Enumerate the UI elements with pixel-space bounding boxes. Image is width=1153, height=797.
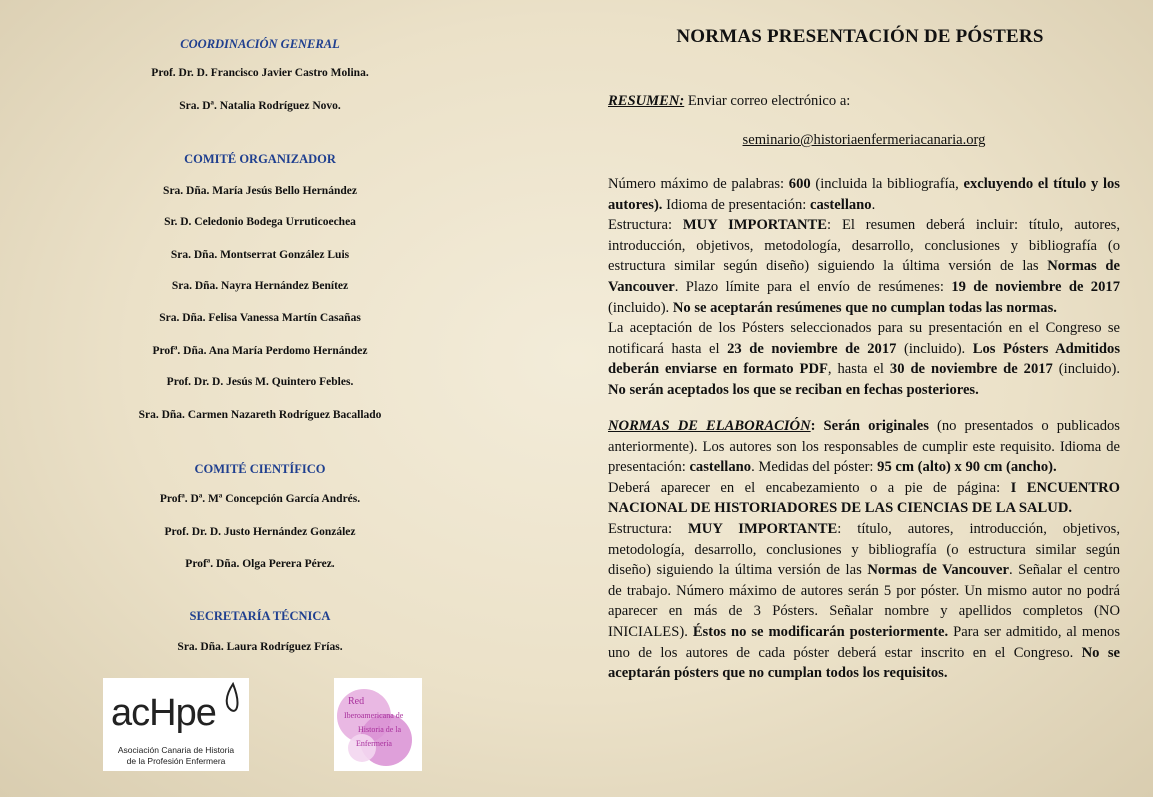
- achpe-logo: [103, 678, 249, 771]
- person-name: Sr. D. Celedonio Bodega Urruticoechea: [164, 216, 356, 228]
- text-line: metodología, desarrollo, conclusiones y bibliografía (o estructura similar según: [608, 541, 1120, 558]
- person-name: Profª. Dª. Mª Concepción García Andrés.: [159, 493, 361, 505]
- text-run: : título, autores, introducción, objetivos,: [837, 520, 1120, 537]
- text-line: anteriormente). Los autores son los responsables de cumplir este requisito. Idioma de: [608, 438, 1120, 455]
- text-run: Normas de: [1047, 258, 1120, 275]
- text-run: (incluido).: [608, 299, 673, 316]
- text-run: Número máximo de palabras:: [608, 176, 789, 192]
- person-name: Sra. Dña. Felisa Vanessa Martín Casañas: [159, 312, 361, 324]
- text-run: 19 de noviembre de 2017: [951, 278, 1120, 295]
- contact-email-link[interactable]: seminario@historiaenfermeriacanaria.org: [742, 132, 986, 148]
- text-run: castellano: [689, 459, 752, 476]
- text-run: diseño) siguiendo la última versión de las: [608, 562, 868, 579]
- resumen-intro: Enviar correo electrónico a:: [684, 93, 851, 109]
- text-line: introducción, objetivos, metodología, desarrollo, conclusiones y bibliografía (o: [608, 237, 1120, 254]
- text-run: originales: [868, 418, 929, 434]
- text-run: (incluido).: [896, 340, 973, 357]
- section-title-cientifico: COMITÉ CIENTÍFICO: [194, 462, 326, 476]
- text-run: , hasta el: [827, 361, 890, 378]
- text-run: (incluida la bibliografía,: [810, 176, 964, 192]
- text-run: Vancouver: [608, 278, 675, 295]
- text-run: 95 cm (alto) x 90 cm (ancho).: [877, 459, 1057, 476]
- person-name: Profª. Dña. Olga Perera Pérez.: [185, 558, 335, 570]
- text-run: MUY IMPORTANTE: [688, 520, 838, 537]
- person-name: Sra. Dña. Nayra Hernández Benítez: [171, 280, 349, 292]
- text-run: . Plazo límite para el envío de resúmenes:: [674, 278, 952, 295]
- text-run: autores).: [608, 196, 663, 213]
- red-logo-line1: Red: [348, 696, 365, 707]
- section-title-coordinacion: COORDINACIÓN GENERAL: [180, 37, 340, 51]
- text-run: 30 de noviembre de 2017: [889, 361, 1053, 378]
- text-line: aparecer en más de 3 Pósters. Señalar nombre y apellidos completos (NO: [608, 603, 1120, 620]
- text-run: notificará hasta el: [608, 340, 728, 357]
- normas-elaboracion-paragraph: [608, 416, 1120, 684]
- drop-icon: [221, 682, 243, 726]
- text-run: . Señalar el centro: [1008, 562, 1120, 579]
- red-logo-line2: Iberoamericana de: [344, 711, 404, 720]
- achpe-logo-name: acHpe: [111, 692, 216, 734]
- text-run: uno de los autores de cada póster deberá estar inscrito en el Congreso.: [608, 644, 1082, 661]
- text-run: No se: [1081, 644, 1120, 661]
- text-run: : Serán: [810, 418, 869, 434]
- text-run: aceptarán pósters que no cumplan todos los requisitos.: [608, 665, 948, 682]
- section-title-organizador: COMITÉ ORGANIZADOR: [184, 152, 336, 166]
- person-name: Sra. Dª. Natalia Rodríguez Novo.: [179, 100, 341, 112]
- text-run: Estructura:: [608, 520, 688, 537]
- red-iberoamericana-logo: [334, 678, 422, 771]
- text-run: No serán aceptados los que se reciban en fechas posteriores.: [608, 381, 979, 398]
- red-logo-line4: Enfermería: [356, 739, 392, 748]
- text-run: Deberá aparecer en el encabezamiento o a pie de página:: [608, 479, 1011, 496]
- achpe-logo-line1: Asociación Canaria de Historia: [117, 745, 235, 755]
- text-run: Para ser admitido, al menos: [948, 623, 1121, 640]
- text-run: 600: [788, 176, 811, 192]
- text-line: La aceptación de los Pósters seleccionados para su presentación en el Congreso se: [608, 320, 1120, 337]
- normas-elaboracion-heading: NORMAS DE ELABORACIÓN: [608, 418, 811, 434]
- text-run: 23 de noviembre de 2017: [727, 340, 897, 357]
- page-title: NORMAS PRESENTACIÓN DE PÓSTERS: [676, 26, 1044, 47]
- person-name: Sra. Dña. Laura Rodríguez Frías.: [177, 641, 343, 653]
- text-run: (no presentados o publicados: [928, 418, 1120, 434]
- text-run: I ENCUENTRO: [1010, 479, 1120, 496]
- text-run: NACIONAL DE HISTORIADORES DE LAS CIENCIAS DE LA SALUD.: [608, 500, 1073, 517]
- text-run: Éstos no se modificarán posteriormente.: [692, 623, 949, 640]
- text-run: presentación:: [608, 459, 690, 476]
- person-name: Sra. Dña. Carmen Nazareth Rodríguez Bacallado: [138, 409, 382, 421]
- text-run: castellano: [809, 196, 872, 213]
- text-run: Idioma de presentación:: [662, 196, 810, 213]
- text-run: estructura similar según diseño) siguiendo la última versión de las: [608, 258, 1048, 275]
- text-run: (incluido).: [1052, 361, 1120, 378]
- resumen-paragraph: Número máximo de palabras: 600 (incluida la bibliografía, excluyendo el título y los autores). Idioma de presentación: castellano. Estructura: MUY IMPORTANTE: El resumen deberá incluir: título, autores, introducción, objetivos, metodología, desarrollo, conclusiones y bibliografía (o estructura similar según diseño) siguiendo la última versión de las Normas de Vancouver. Plazo límite para el envío de resúmenes: 19 de noviembre de 2017 (incluido). No se aceptarán resúmenes que no cumplan todas las normas. La aceptación de los Pósters seleccionados para su presentación en el Congreso se notificará hasta el 23 de noviembre de 2017 (incluido). Los Pósters Admitidos deberán enviarse en formato PDF, hasta el 30 de noviembre de 2017 (incluido). No serán aceptados los que se reciban en fechas posteriores.: [608, 176, 1121, 398]
- text-run: Normas de Vancouver: [867, 562, 1009, 579]
- text-run: Estructura:: [608, 217, 683, 234]
- text-run: INICIALES).: [608, 623, 693, 640]
- text-run: Los Pósters Admitidos: [972, 340, 1121, 357]
- red-logo-line3: Historia de la: [358, 725, 402, 734]
- resumen-heading-line: [608, 91, 1120, 112]
- person-name: Prof. Dr. D. Justo Hernández González: [164, 526, 356, 538]
- text-run: . Medidas del póster:: [751, 459, 878, 476]
- text-run: No se aceptarán resúmenes que no cumplan todas las normas.: [672, 299, 1057, 316]
- resumen-heading: RESUMEN:: [608, 93, 685, 109]
- committees-column: [0, 0, 520, 797]
- person-name: Sra. Dña. María Jesús Bello Hernández: [163, 185, 357, 197]
- person-name: Prof. Dr. D. Jesús M. Quintero Febles.: [166, 376, 354, 388]
- person-name: Sra. Dña. Montserrat González Luis: [170, 249, 350, 261]
- text-line: de trabajo. Número máximo de autores serán 5 por póster. Un mismo autor no podrá: [608, 582, 1120, 599]
- text-run: excluyendo el título y los: [963, 176, 1120, 192]
- text-run: deberán enviarse en formato PDF: [608, 361, 828, 378]
- section-title-secretaria: SECRETARÍA TÉCNICA: [189, 609, 331, 623]
- text-run: MUY IMPORTANTE: [682, 217, 828, 234]
- person-name: Profª. Dña. Ana María Perdomo Hernández: [152, 345, 368, 357]
- text-run: : El resumen deberá incluir: título, autores,: [827, 217, 1120, 234]
- person-name: Prof. Dr. D. Francisco Javier Castro Molina.: [151, 67, 369, 79]
- achpe-logo-line2: de la Profesión Enfermera: [126, 756, 226, 766]
